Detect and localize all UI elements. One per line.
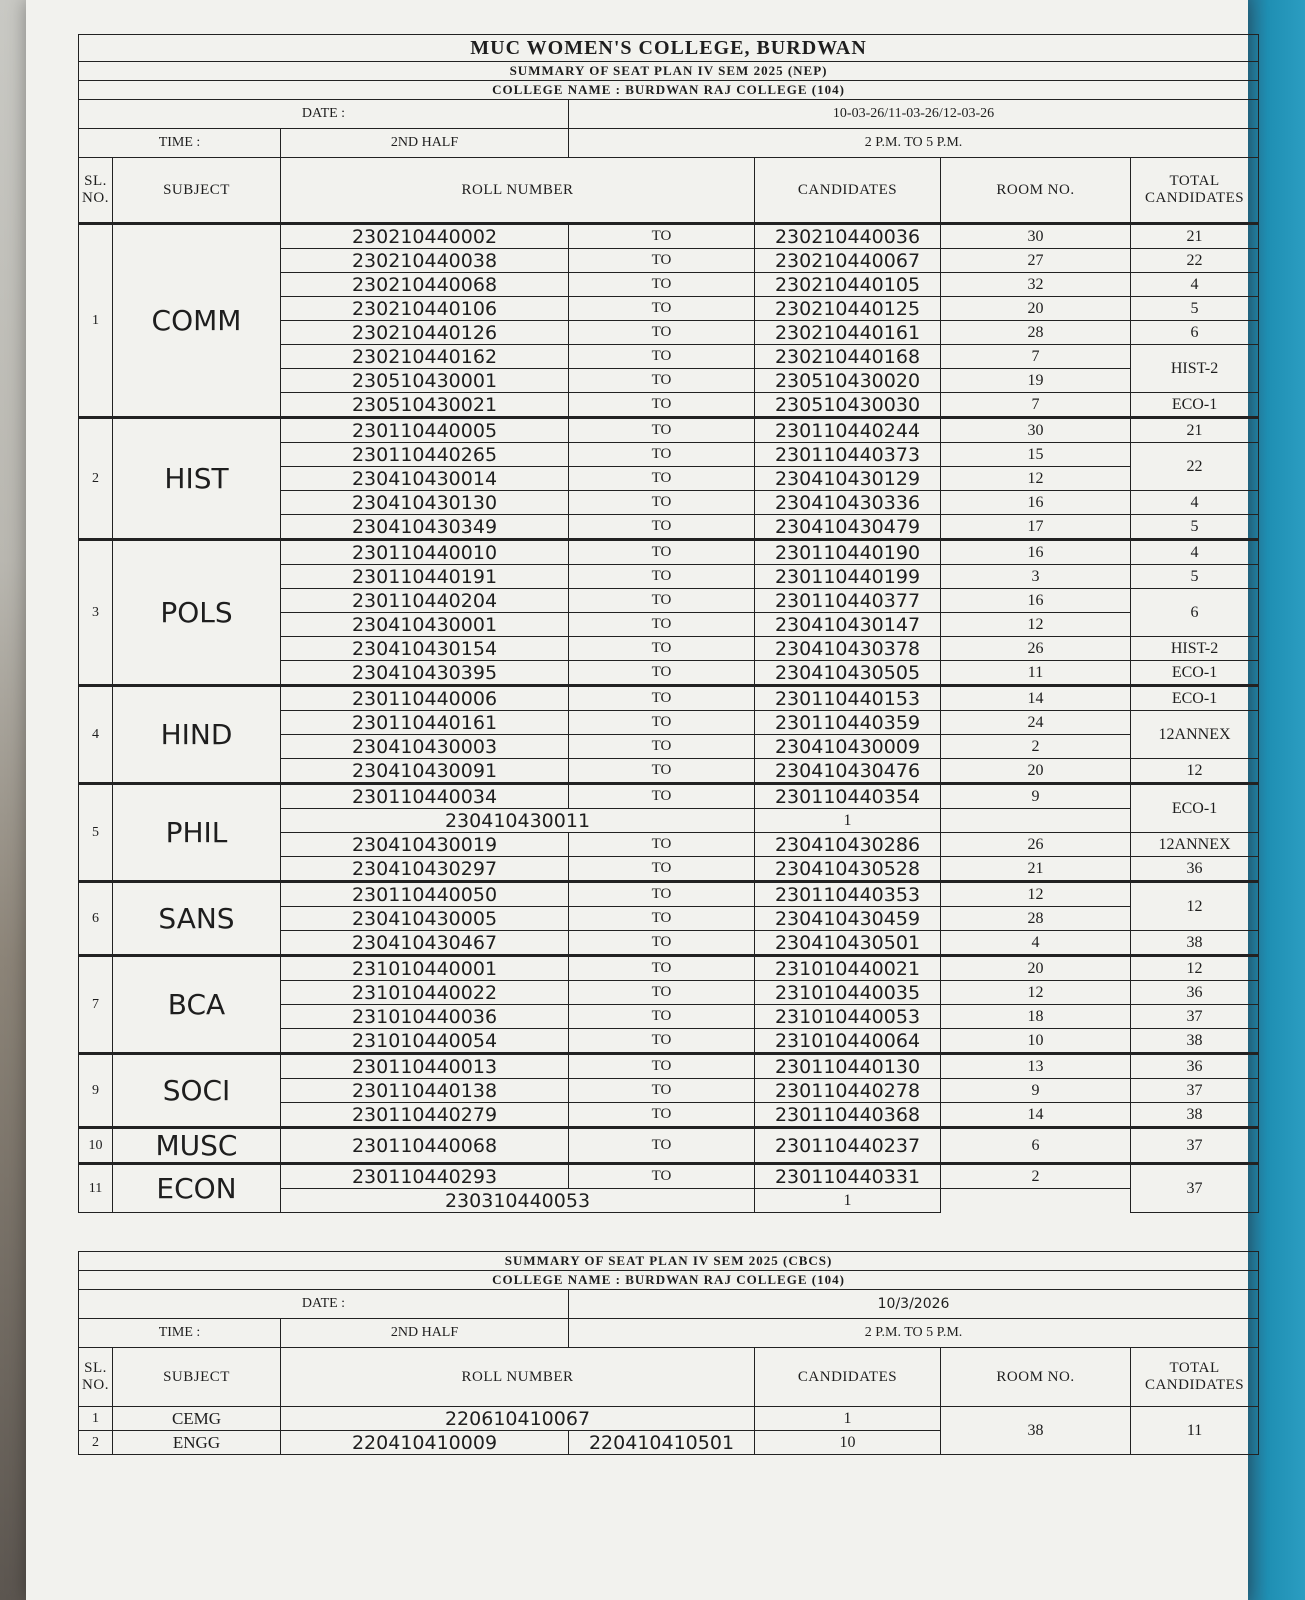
candidate-count: 9 <box>941 1079 1131 1103</box>
cbcs-roll-single: 220610410067 <box>281 1407 755 1431</box>
serial-number: 10 <box>79 1128 113 1164</box>
room-number: ECO-1 <box>1131 686 1259 711</box>
subject-name: SOCI <box>113 1054 281 1128</box>
roll-till: 230110440353 <box>755 882 941 907</box>
to-label: TO <box>569 418 755 443</box>
roll-from: 230410430154 <box>281 637 569 661</box>
roll-from: 231010440022 <box>281 981 569 1005</box>
candidate-count: 2 <box>941 735 1131 759</box>
cbcs-col-room-no: ROOM NO. <box>941 1348 1131 1407</box>
candidate-count: 27 <box>941 249 1131 273</box>
roll-till: 230410430009 <box>755 735 941 759</box>
room-number: 4 <box>1131 540 1259 565</box>
roll-from: 230410430091 <box>281 759 569 784</box>
roll-till: 231010440021 <box>755 956 941 981</box>
candidate-count: 12 <box>941 981 1131 1005</box>
cbcs-summary-table <box>78 1251 1259 1455</box>
roll-from: 230210440002 <box>281 224 569 249</box>
subject-group-pols <box>79 540 1259 686</box>
roll-from: 230110440138 <box>281 1079 569 1103</box>
roll-range-row <box>79 686 1259 711</box>
to-label: TO <box>569 784 755 809</box>
serial-number: 3 <box>79 540 113 686</box>
cbcs-subject: CEMG <box>113 1407 281 1431</box>
room-number: ECO-1 <box>1131 784 1259 833</box>
room-number: 22 <box>1131 249 1259 273</box>
subject-name: MUSC <box>113 1128 281 1164</box>
roll-till: 230410430479 <box>755 515 941 540</box>
candidate-count: 12 <box>941 467 1131 491</box>
candidate-count: 16 <box>941 589 1131 613</box>
candidate-count: 1 <box>755 1189 941 1213</box>
room-number: 4 <box>1131 491 1259 515</box>
subject-name: COMM <box>113 224 281 418</box>
roll-from: 230110440005 <box>281 418 569 443</box>
roll-till: 230410430147 <box>755 613 941 637</box>
roll-from: 230110440161 <box>281 711 569 735</box>
roll-from: 231010440001 <box>281 956 569 981</box>
roll-from: 230210440038 <box>281 249 569 273</box>
to-label: TO <box>569 661 755 686</box>
subject-group-hist <box>79 418 1259 540</box>
subject-name: BCA <box>113 956 281 1054</box>
to-label: TO <box>569 249 755 273</box>
subject-name: POLS <box>113 540 281 686</box>
cbcs-candidates: 1 <box>755 1407 941 1431</box>
room-number: 38 <box>1131 1029 1259 1054</box>
cbcs-sl: 1 <box>79 1407 113 1431</box>
room-number: 6 <box>1131 589 1259 637</box>
candidate-count: 1 <box>755 809 941 833</box>
to-label: TO <box>569 345 755 369</box>
paper-sheet <box>26 0 1248 1600</box>
roll-from: 230110440050 <box>281 882 569 907</box>
room-number: 12ANNEX <box>1131 833 1259 857</box>
roll-till: 230410430505 <box>755 661 941 686</box>
serial-number: 9 <box>79 1054 113 1128</box>
room-number: 37 <box>1131 1005 1259 1029</box>
time-value: 2 P.M. TO 5 P.M. <box>569 129 1259 158</box>
roll-from: 230210440126 <box>281 321 569 345</box>
candidate-count: 7 <box>941 345 1131 369</box>
roll-till: 230210440036 <box>755 224 941 249</box>
to-label: TO <box>569 613 755 637</box>
room-number: 5 <box>1131 515 1259 540</box>
to-label: TO <box>569 711 755 735</box>
roll-from: 230110440034 <box>281 784 569 809</box>
roll-from: 230110440010 <box>281 540 569 565</box>
serial-number: 4 <box>79 686 113 784</box>
roll-till: 230110440237 <box>755 1128 941 1164</box>
roll-till: 230410430476 <box>755 759 941 784</box>
subject-group-econ <box>79 1164 1259 1213</box>
to-label: TO <box>569 224 755 249</box>
room-number: 37 <box>1131 1164 1259 1213</box>
to-label: TO <box>569 759 755 784</box>
room-number: 12 <box>1131 759 1259 784</box>
to-label: TO <box>569 515 755 540</box>
date-label: DATE : <box>79 100 569 129</box>
candidate-count: 24 <box>941 711 1131 735</box>
to-label: TO <box>569 393 755 418</box>
roll-till: 230110440359 <box>755 711 941 735</box>
roll-range-row <box>79 882 1259 907</box>
room-number: 12 <box>1131 882 1259 931</box>
roll-from: 230410430467 <box>281 931 569 956</box>
roll-till: 230210440161 <box>755 321 941 345</box>
to-label: TO <box>569 1128 755 1164</box>
room-number: ECO-1 <box>1131 393 1259 418</box>
to-label: TO <box>569 1164 755 1189</box>
time-label: TIME : <box>79 129 281 158</box>
candidate-count: 19 <box>941 369 1131 393</box>
candidate-count: 20 <box>941 956 1131 981</box>
to-label: TO <box>569 1029 755 1054</box>
candidate-count: 32 <box>941 273 1131 297</box>
to-label: TO <box>569 369 755 393</box>
to-label: TO <box>569 735 755 759</box>
roll-till: 230110440354 <box>755 784 941 809</box>
subject-name: HIST <box>113 418 281 540</box>
cbcs-col-candidates: CANDIDATES <box>755 1348 941 1407</box>
room-number: 36 <box>1131 981 1259 1005</box>
roll-from: 230110440279 <box>281 1103 569 1128</box>
to-label: TO <box>569 273 755 297</box>
col-roll-number: ROLL NUMBER <box>281 158 755 224</box>
room-number: 38 <box>1131 1103 1259 1128</box>
roll-from: 230110440013 <box>281 1054 569 1079</box>
room-number: 37 <box>1131 1128 1259 1164</box>
cbcs-half-value: 2ND HALF <box>281 1319 569 1348</box>
subject-group-comm <box>79 224 1259 418</box>
cbcs-summary-title: SUMMARY OF SEAT PLAN IV SEM 2025 (CBCS) <box>79 1252 1259 1271</box>
col-total-candidates: TOTAL CANDIDATES <box>1131 158 1259 224</box>
candidate-count: 26 <box>941 637 1131 661</box>
room-number: 6 <box>1131 321 1259 345</box>
room-number: 22 <box>1131 443 1259 491</box>
cbcs-col-subject: SUBJECT <box>113 1348 281 1407</box>
candidate-count: 30 <box>941 224 1131 249</box>
roll-from: 230110440293 <box>281 1164 569 1189</box>
to-label: TO <box>569 637 755 661</box>
room-number: 12 <box>1131 956 1259 981</box>
roll-range-row <box>79 784 1259 809</box>
room-number: 37 <box>1131 1079 1259 1103</box>
candidate-count: 3 <box>941 565 1131 589</box>
candidate-count: 28 <box>941 907 1131 931</box>
candidate-count: 7 <box>941 393 1131 418</box>
subject-group-sans <box>79 882 1259 956</box>
roll-till: 231010440064 <box>755 1029 941 1054</box>
candidate-count: 20 <box>941 759 1131 784</box>
roll-till: 230410430378 <box>755 637 941 661</box>
candidate-count: 30 <box>941 418 1131 443</box>
roll-from: 230110440265 <box>281 443 569 467</box>
candidate-count: 6 <box>941 1128 1131 1164</box>
room-number: 21 <box>1131 224 1259 249</box>
subject-group-musc <box>79 1128 1259 1164</box>
col-subject: SUBJECT <box>113 158 281 224</box>
to-label: TO <box>569 443 755 467</box>
candidate-count: 14 <box>941 1103 1131 1128</box>
roll-till: 230210440105 <box>755 273 941 297</box>
subject-group-hind <box>79 686 1259 784</box>
subject-name: SANS <box>113 882 281 956</box>
roll-from: 230410430297 <box>281 857 569 882</box>
room-number: HIST-2 <box>1131 637 1259 661</box>
to-label: TO <box>569 589 755 613</box>
cbcs-room: 38 <box>941 1407 1131 1455</box>
to-label: TO <box>569 491 755 515</box>
roll-till: 230110440373 <box>755 443 941 467</box>
to-label: TO <box>569 540 755 565</box>
roll-range-row <box>79 1128 1259 1164</box>
cbcs-candidates: 10 <box>755 1431 941 1455</box>
room-number: 4 <box>1131 273 1259 297</box>
summary-title: SUMMARY OF SEAT PLAN IV SEM 2025 (NEP) <box>79 62 1259 81</box>
room-number: 36 <box>1131 857 1259 882</box>
roll-till: 230110440130 <box>755 1054 941 1079</box>
subject-name: HIND <box>113 686 281 784</box>
roll-from: 231010440054 <box>281 1029 569 1054</box>
candidate-count: 11 <box>941 661 1131 686</box>
roll-from: 230210440068 <box>281 273 569 297</box>
roll-till: 230210440125 <box>755 297 941 321</box>
col-candidates: CANDIDATES <box>755 158 941 224</box>
room-number: ECO-1 <box>1131 661 1259 686</box>
roll-from: 230110440006 <box>281 686 569 711</box>
candidate-count: 12 <box>941 613 1131 637</box>
candidate-count: 12 <box>941 882 1131 907</box>
roll-from: 230210440106 <box>281 297 569 321</box>
nep-summary-table <box>78 34 1259 1213</box>
roll-from: 230410430014 <box>281 467 569 491</box>
to-label: TO <box>569 931 755 956</box>
candidate-count: 14 <box>941 686 1131 711</box>
candidate-count: 16 <box>941 540 1131 565</box>
roll-till: 230110440244 <box>755 418 941 443</box>
roll-from: 230510430021 <box>281 393 569 418</box>
to-label: TO <box>569 956 755 981</box>
roll-from: 230410430005 <box>281 907 569 931</box>
to-label: TO <box>569 1079 755 1103</box>
to-label: TO <box>569 833 755 857</box>
roll-from: 230210440162 <box>281 345 569 369</box>
roll-single: 230310440053 <box>281 1189 755 1213</box>
roll-range-row <box>79 418 1259 443</box>
candidate-count: 28 <box>941 321 1131 345</box>
cbcs-time-value: 2 P.M. TO 5 P.M. <box>569 1319 1259 1348</box>
roll-till: 230510430030 <box>755 393 941 418</box>
subject-group-phil <box>79 784 1259 882</box>
cbcs-date-label: DATE : <box>79 1290 569 1319</box>
to-label: TO <box>569 907 755 931</box>
room-number: 5 <box>1131 565 1259 589</box>
seat-plan-document <box>78 34 1258 1455</box>
candidate-count: 17 <box>941 515 1131 540</box>
candidate-count: 2 <box>941 1164 1131 1189</box>
candidate-count: 20 <box>941 297 1131 321</box>
roll-till: 230110440199 <box>755 565 941 589</box>
col-room-no: ROOM NO. <box>941 158 1131 224</box>
roll-till: 230410430336 <box>755 491 941 515</box>
cbcs-date-value: 10/3/2026 <box>569 1290 1259 1319</box>
roll-from: 230410430001 <box>281 613 569 637</box>
candidate-count: 15 <box>941 443 1131 467</box>
roll-till: 230110440190 <box>755 540 941 565</box>
cbcs-college-name: COLLEGE NAME : BURDWAN RAJ COLLEGE (104) <box>79 1271 1259 1290</box>
roll-till: 230410430286 <box>755 833 941 857</box>
cbcs-time-label: TIME : <box>79 1319 281 1348</box>
college-title: MUC WOMEN'S COLLEGE, BURDWAN <box>79 35 1259 62</box>
roll-from: 231010440036 <box>281 1005 569 1029</box>
roll-till: 230410430129 <box>755 467 941 491</box>
cbcs-total: 11 <box>1131 1407 1259 1455</box>
subject-group-soci <box>79 1054 1259 1128</box>
room-number: HIST-2 <box>1131 345 1259 393</box>
room-number: 36 <box>1131 1054 1259 1079</box>
roll-from: 230410430395 <box>281 661 569 686</box>
cbcs-roll-from: 220410410009 <box>281 1431 569 1455</box>
roll-from: 230110440068 <box>281 1128 569 1164</box>
to-label: TO <box>569 1005 755 1029</box>
roll-from: 230510430001 <box>281 369 569 393</box>
roll-from: 230110440191 <box>281 565 569 589</box>
candidate-count: 16 <box>941 491 1131 515</box>
cbcs-col-roll-number: ROLL NUMBER <box>281 1348 755 1407</box>
candidate-count: 26 <box>941 833 1131 857</box>
subject-name: ECON <box>113 1164 281 1213</box>
roll-from: 230410430003 <box>281 735 569 759</box>
to-label: TO <box>569 882 755 907</box>
roll-range-row <box>79 540 1259 565</box>
to-label: TO <box>569 857 755 882</box>
subject-group-bca <box>79 956 1259 1054</box>
to-label: TO <box>569 467 755 491</box>
roll-range-row <box>79 224 1259 249</box>
to-label: TO <box>569 297 755 321</box>
roll-till: 230110440331 <box>755 1164 941 1189</box>
cbcs-roll-till: 220410410501 <box>569 1431 755 1455</box>
roll-till: 231010440035 <box>755 981 941 1005</box>
room-number: 38 <box>1131 931 1259 956</box>
candidate-count: 13 <box>941 1054 1131 1079</box>
roll-single: 230410430011 <box>281 809 755 833</box>
cbcs-row <box>79 1407 1259 1431</box>
room-number: 5 <box>1131 297 1259 321</box>
roll-till: 230110440368 <box>755 1103 941 1128</box>
roll-till: 230410430459 <box>755 907 941 931</box>
room-number: 21 <box>1131 418 1259 443</box>
roll-till: 230410430528 <box>755 857 941 882</box>
room-number: 12ANNEX <box>1131 711 1259 759</box>
roll-till: 230410430501 <box>755 931 941 956</box>
roll-till: 230110440153 <box>755 686 941 711</box>
cbcs-col-sl: SL. NO. <box>79 1348 113 1407</box>
roll-till: 230110440377 <box>755 589 941 613</box>
roll-range-row <box>79 956 1259 981</box>
roll-from: 230410430130 <box>281 491 569 515</box>
to-label: TO <box>569 321 755 345</box>
candidate-count: 21 <box>941 857 1131 882</box>
roll-till: 231010440053 <box>755 1005 941 1029</box>
serial-number: 11 <box>79 1164 113 1213</box>
roll-from: 230410430019 <box>281 833 569 857</box>
candidate-count: 9 <box>941 784 1131 809</box>
roll-range-row <box>79 1164 1259 1189</box>
candidate-count: 10 <box>941 1029 1131 1054</box>
serial-number: 7 <box>79 956 113 1054</box>
serial-number: 1 <box>79 224 113 418</box>
subject-name: PHIL <box>113 784 281 882</box>
to-label: TO <box>569 686 755 711</box>
cbcs-col-total-candidates: TOTAL CANDIDATES <box>1131 1348 1259 1407</box>
college-name: COLLEGE NAME : BURDWAN RAJ COLLEGE (104) <box>79 81 1259 100</box>
roll-range-row <box>79 1054 1259 1079</box>
serial-number: 6 <box>79 882 113 956</box>
serial-number: 2 <box>79 418 113 540</box>
to-label: TO <box>569 1054 755 1079</box>
serial-number: 5 <box>79 784 113 882</box>
col-sl: SL. NO. <box>79 158 113 224</box>
date-value: 10-03-26/11-03-26/12-03-26 <box>569 100 1259 129</box>
to-label: TO <box>569 981 755 1005</box>
to-label: TO <box>569 565 755 589</box>
candidate-count: 18 <box>941 1005 1131 1029</box>
half-value: 2ND HALF <box>281 129 569 158</box>
cbcs-subject: ENGG <box>113 1431 281 1455</box>
roll-till: 230210440168 <box>755 345 941 369</box>
candidate-count: 4 <box>941 931 1131 956</box>
roll-till: 230210440067 <box>755 249 941 273</box>
roll-from: 230410430349 <box>281 515 569 540</box>
roll-till: 230510430020 <box>755 369 941 393</box>
cbcs-sl: 2 <box>79 1431 113 1455</box>
roll-from: 230110440204 <box>281 589 569 613</box>
roll-till: 230110440278 <box>755 1079 941 1103</box>
to-label: TO <box>569 1103 755 1128</box>
